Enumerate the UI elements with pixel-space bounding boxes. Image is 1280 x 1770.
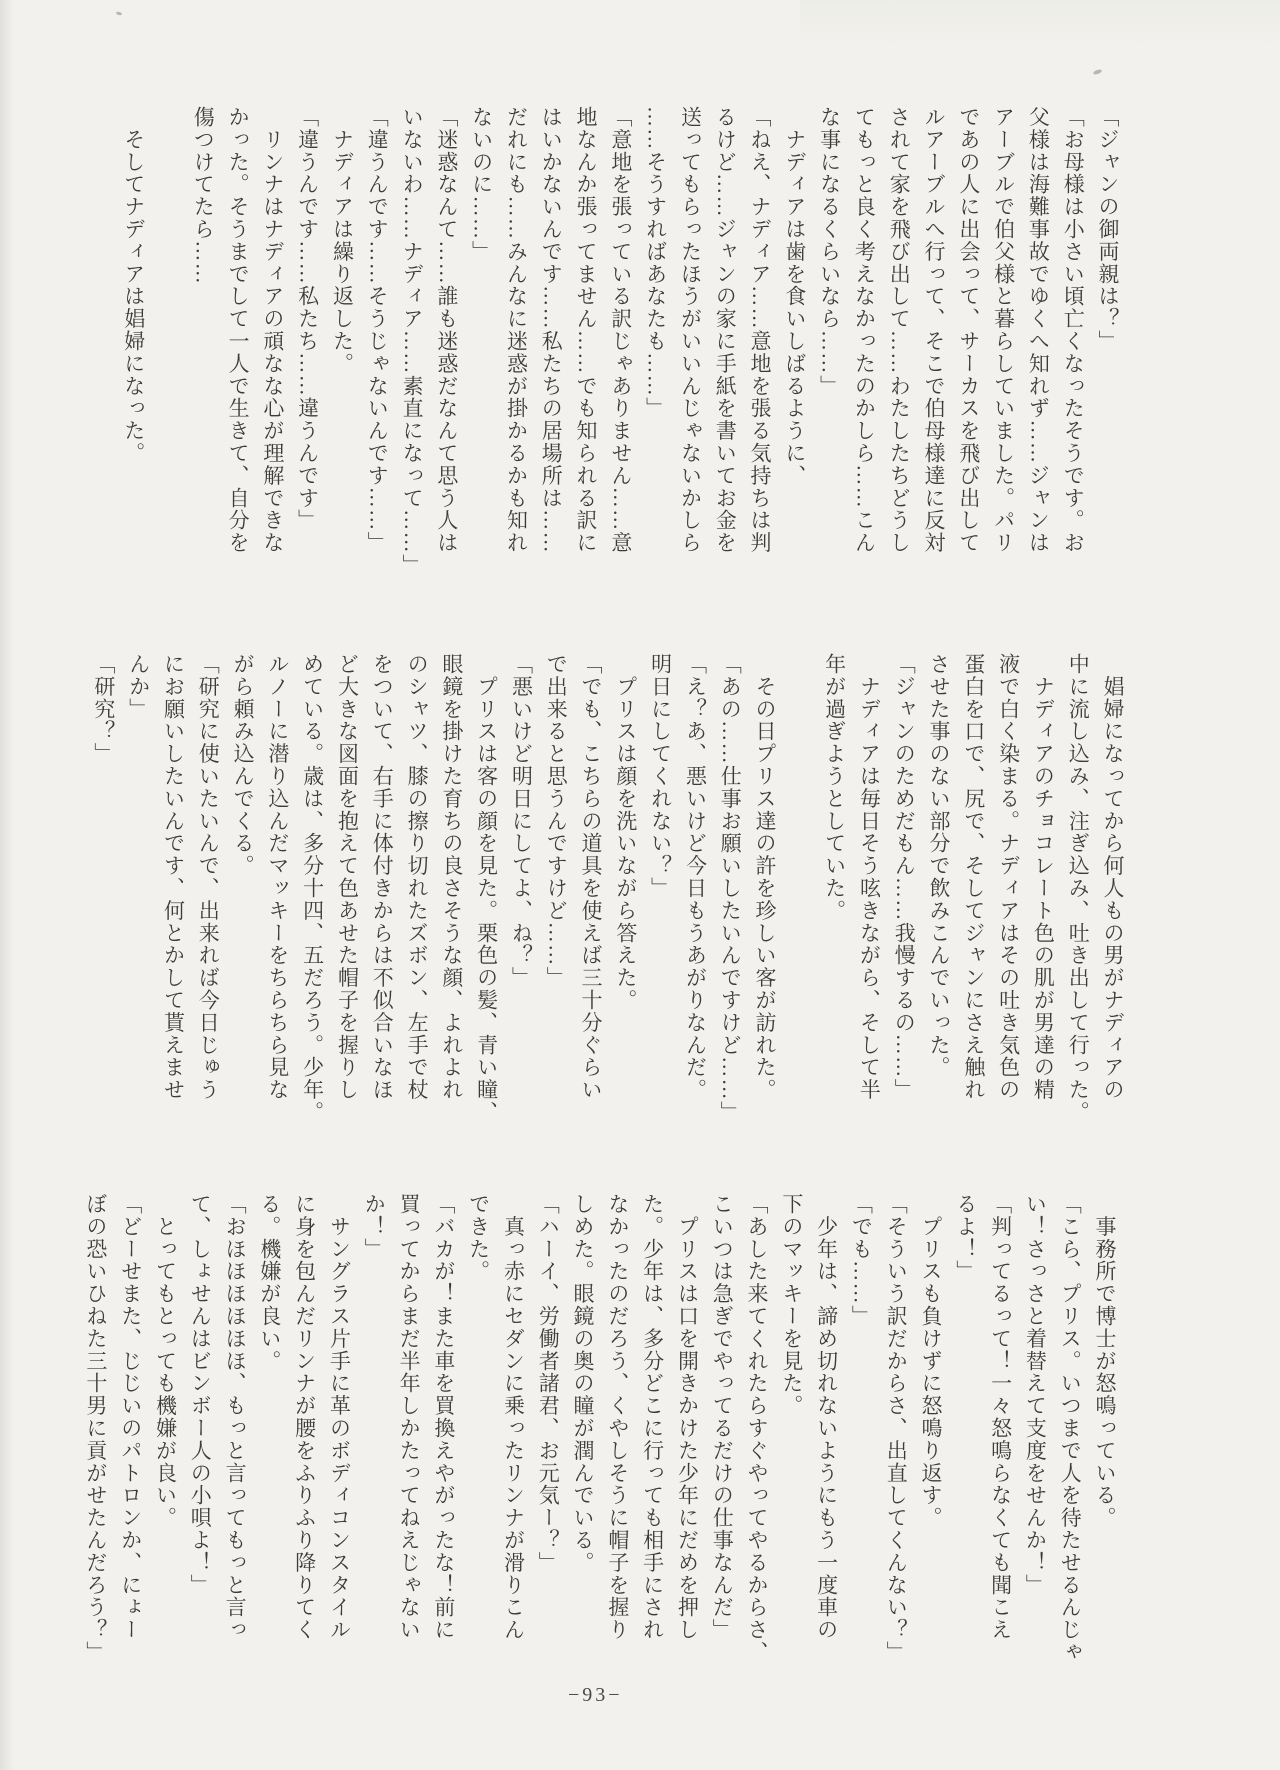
text-column: がら頼み込んでくる。 (231, 653, 256, 877)
text-column: 「迷惑なんて……誰も迷惑だなんて思う人は (434, 106, 459, 554)
text-column: 下のマッキーを見た。 (779, 1193, 804, 1417)
text-column: か！」 (362, 1193, 387, 1261)
text-column: 娼婦になってから何人もの男がナディアの (1101, 653, 1125, 1101)
text-column: 「ジャンの御両親は？」 (1096, 106, 1120, 353)
text-column: そしてナディアは娼婦になった。 (121, 106, 146, 465)
text-column: 「意地を張っている訳じゃありません……意 (608, 106, 633, 554)
text-column (151, 106, 186, 606)
page-number: −93− (568, 1684, 623, 1706)
text-column: とってもとっても機嫌が良い。 (153, 1193, 178, 1529)
text-column: 眼鏡を掛けた育ちの良さそうな顔、よれよれ (439, 653, 464, 1101)
text-column: こいつは急ぎでやってるだけの仕事なんだ」 (710, 1193, 735, 1641)
text-column: リンナはナディアの頑なな心が理解できな (260, 106, 285, 554)
text-column: 「ねえ、ナディア……意地を張る気持ちは判 (748, 106, 773, 554)
text-column: な事になるくらいなら……」 (817, 106, 842, 398)
text-column: 「判ってるって！一々怒鳴らなくても聞こえ (988, 1193, 1013, 1641)
text-column: 「違うんです……そうじゃないんです……」 (365, 106, 390, 554)
text-column: 「どーせまた、じじいのパトロンか、にょー (118, 1193, 143, 1641)
text-column: ないのに……」 (469, 106, 494, 263)
text-column: だれにも……みんなに迷惑が掛かるかも知れ (504, 106, 529, 554)
text-column: 地なんか張ってません……でも知られる訳に (574, 106, 599, 554)
text-column: る。機嫌が良い。 (257, 1193, 282, 1373)
text-column: ……そうすればあなたも……」 (643, 106, 668, 420)
text-block-top (116, 106, 1125, 606)
text-column: プリスは口を開きかけた少年にだめを押し (675, 1193, 700, 1641)
text-column: めている。歳は、多分十四、五だろう。少年。 (300, 653, 325, 1124)
text-block-middle (86, 653, 1130, 1163)
text-column: 「こら、プリス。いつまで人を待たせるんじゃ (1058, 1193, 1083, 1664)
text-column: い！さっさと着替えて支度をせんか！」 (1023, 1193, 1048, 1597)
text-column: いないわ……ナディア……素直になって……」 (400, 106, 425, 577)
text-column: 傷つけてたら…… (191, 106, 216, 286)
text-column: のシャツ、膝の擦り切れたズボン、左手で杖 (405, 653, 430, 1101)
text-column: で出来ると思うんですけど……」 (544, 653, 569, 989)
text-column (782, 653, 817, 1163)
text-column: 「違うんです……私たち……違うんです」 (295, 106, 320, 532)
text-column: しめた。眼鏡の奥の瞳が潤んでいる。 (571, 1193, 596, 1574)
text-column: 「お母様は小さい頃亡くなったそうです。お (1061, 106, 1086, 554)
text-column: 「でも……」 (849, 1193, 874, 1328)
text-column: されて家を飛び出して……わたしたちどうし (887, 106, 912, 554)
text-column: はいかないんです……私たちの居場所は…… (539, 106, 564, 554)
text-column: 父様は海難事故でゆくへ知れず……ジャンは (1026, 106, 1051, 554)
text-column: プリスも負けずに怒鳴り返す。 (919, 1193, 944, 1529)
text-column: できた。 (466, 1193, 491, 1283)
text-column: ルアーブルへ行って、そこで伯母様達に反対 (922, 106, 947, 554)
text-column: 事務所で博士が怒鳴っている。 (1093, 1193, 1117, 1529)
text-column: 真っ赤にセダンに乗ったリンナが滑りこん (501, 1193, 526, 1641)
text-column: 「でも、こちらの道具を使えば三十分ぐらい (579, 653, 604, 1101)
text-column: 明日にしてくれない？」 (648, 653, 673, 900)
text-column: ルノーに潜り込んだマッキーをちらちら見な (265, 653, 290, 1101)
text-column: 少年は、諦め切れないようにもう一度車の (814, 1193, 839, 1641)
text-column: 「バカが！また車を買換えやがったな！前に (431, 1193, 456, 1641)
text-column: 中に流し込み、注ぎ込み、吐き出して行った。 (1066, 653, 1091, 1124)
text-column: サングラス片手に革のボディコンスタイル (327, 1193, 352, 1641)
text-column: るよ！」 (953, 1193, 978, 1283)
text-block-bottom (78, 1193, 1122, 1678)
text-column: 「あした来てくれたらすぐやってやるからさ、 (745, 1193, 770, 1664)
text-column: 「研究に使いたいんで、出来れば今日じゅう (196, 653, 221, 1101)
text-column: させた事のない部分で飲みこんでいった。 (927, 653, 952, 1079)
text-column: 「悪いけど明日にしてよ、ね？」 (509, 653, 534, 989)
text-column: なかったのだろう、くやしそうに帽子を握り (605, 1193, 630, 1641)
text-column: にお願いしたいんです、何とかして貰えませ (161, 653, 186, 1101)
text-column: アーブルで伯父様と暮らしていました。パリ (991, 106, 1016, 554)
text-column: 「ジャンのためだもん……我慢するの……」 (892, 653, 917, 1101)
text-column: その日プリス達の許を珍しい客が訪れた。 (753, 653, 778, 1101)
text-column: 「ハーイ、労働者諸君、お元気ー？」 (536, 1193, 561, 1574)
text-column: 「え？あ、悪いけど今日もうあがりなんだ。 (683, 653, 708, 1101)
text-column: ナディアは毎日そう呟きながら、そして半 (857, 653, 882, 1101)
text-column: 液で白く染まる。ナディアはその吐き気色の (996, 653, 1021, 1101)
text-column: 送ってもらったほうがいいんじゃないかしら (678, 106, 703, 554)
text-column: プリスは客の顔を見た。栗色の髪、青い瞳、 (474, 653, 499, 1124)
text-column: 「そういう訳だからさ、出直してくんない？」 (884, 1193, 909, 1664)
text-column: 「おほほほほほほ、もっと言ってもっと言っ (223, 1193, 248, 1641)
text-column: んか」 (126, 653, 151, 721)
text-column: た。少年は、多分どこに行っても相手にされ (640, 1193, 665, 1641)
text-column: 蛋白を口で、尻で、そしてジャンにさえ触れ (961, 653, 986, 1101)
text-column: かった。そうまでして一人で生きて、自分を (226, 106, 251, 554)
text-column: であの人に出会って、サーカスを飛び出して (956, 106, 981, 554)
text-column: ぼの恐いひねた三十男に貢がせたんだろう？」 (83, 1193, 108, 1664)
scan-speck (116, 11, 123, 15)
text-column: 「研究？」 (91, 653, 116, 765)
text-column: ナディアは歯を食いしばるように、 (782, 106, 807, 487)
text-column: ナディアのチョコレート色の肌が男達の精 (1031, 653, 1056, 1101)
text-column: 「あの……仕事お願いしたいんですけど……」 (718, 653, 743, 1124)
text-column: てもっと良く考えなかったのかしら……こん (852, 106, 877, 554)
text-column: て、しょせんはビンボー人の小唄よ！」 (188, 1193, 213, 1597)
text-column: ナディアは繰り返した。 (330, 106, 355, 375)
text-column: に身を包んだリンナが腰をふりふり降りてく (292, 1193, 317, 1641)
text-column: 年が過ぎようとしていた。 (822, 653, 847, 922)
text-column: をついて、右手に体付きからは不似合いなほ (370, 653, 395, 1101)
text-column: プリスは顔を洗いながら答えた。 (613, 653, 638, 1012)
text-column: ど大きな図面を抱えて色あせた帽子を握りし (335, 653, 360, 1101)
scan-speck (1093, 69, 1103, 76)
text-column: るけど……ジャンの家に手紙を書いてお金を (713, 106, 738, 554)
text-column: 買ってからまだ半年しかたってねえじゃない (397, 1193, 422, 1641)
